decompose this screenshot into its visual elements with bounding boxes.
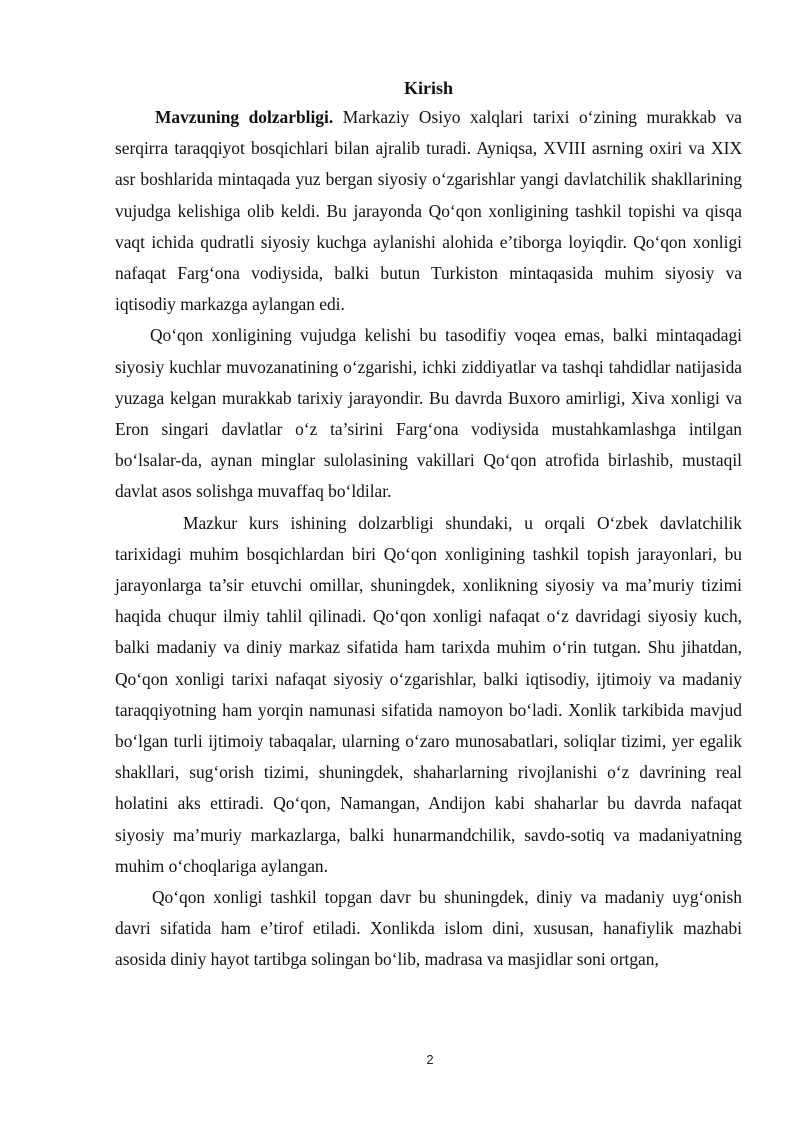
page-number: 2 — [426, 1052, 434, 1067]
paragraph-lead: Mavzuning dolzarbligi. — [155, 107, 334, 127]
paragraph-text: Markaziy Osiyo xalqlari tarixi o‘zining murakkab va serqirra taraqqiyot bosqichlari bilan ajralib turadi. Ayniqsa, XVIII asrning oxiri va XIX asr boshlarida mintaqada yuz bergan siyosiy o‘zgarishlar yangi davlatchilik shakllarining vujudga kelishiga olib keldi. Bu jarayonda Qo‘qon xonligining tashkil topishi va qisqa vaqt ichida qudratli siyosiy kuchga aylanishi alohida e’tiborga loyiqdir. Qo‘qon xonligi nafaqat Farg‘ona vodiysida, balki butun Turkiston mintaqasida muhim siyosiy va iqtisodiy markazga aylangan edi. — [115, 107, 742, 315]
section-title: Kirish — [403, 78, 453, 98]
paragraph-origin: Qo‘qon xonligining vujudga kelishi bu tasodifiy voqea emas, balki mintaqadagi siyosiy kuchlar muvozanatining o‘zgarishi, ichki ziddiyatlar va tashqi tahdidlar natijasida yuzaga kelgan murakkab tarixiy jarayondir. Bu davrda Buxoro amirligi, Xiva xonligi va Eron singari davlatlar o‘z ta’sirini Farg‘ona vodiysida mustahkamlashga intilgan bo‘lsalar-da, aynan minglar sulolasining vakillari Qo‘qon atrofida birlashib, mustaqil davlat asos solishga muvaffaq bo‘ldilar. — [115, 325, 742, 502]
page-content — [115, 74, 742, 976]
paragraph-course-work: Mazkur kurs ishining dolzarbligi shundaki, u orqali O‘zbek davlatchilik tarixidagi muhim bosqichlardan biri Qo‘qon xonligining tashkil topish jarayonlari, bu jarayonlarga ta’sir etuvchi omillar, shuningdek, xonlikning siyosiy va ma’muriy tizimi haqida chuqur ilmiy tahlil qilinadi. Qo‘qon xonligi nafaqat o‘z davridagi siyosiy kuch, balki madaniy va diniy markaz sifatida ham tarixda muhim o‘rin tutgan. Shu jihatdan, Qo‘qon xonligi tarixi nafaqat siyosiy o‘zgarishlar, balki iqtisodiy, ijtimoiy va madaniy taraqqiyotning ham yorqin namunasi sifatida namoyon bo‘ladi. Xonlik tarkibida mavjud bo‘lgan turli ijtimoiy tabaqalar, ularning o‘zaro munosabatlari, soliqlar tizimi, yer egalik shakllari, sug‘orish tizimi, shuningdek, shaharlarning rivojlanishi o‘z davrining real holatini aks ettiradi. Qo‘qon, Namangan, Andijon kabi shaharlar bu davrda nafaqat siyosiy ma’muriy markazlarga, balki hunarmandchilik, savdo-sotiq va madaniyatning muhim o‘choqlariga aylangan. — [115, 512, 742, 876]
paragraph-religious-revival: Qo‘qon xonligi tashkil topgan davr bu shuningdek, diniy va madaniy uyg‘onish davri sifatida ham e’tirof etiladi. Xonlikda islom dini, xususan, hanafiylik mazhabi asosida diniy hayot tartibga solingan bo‘lib, madrasa va masjidlar soni ortgan, — [115, 887, 742, 970]
paragraph-relevance — [115, 102, 742, 320]
